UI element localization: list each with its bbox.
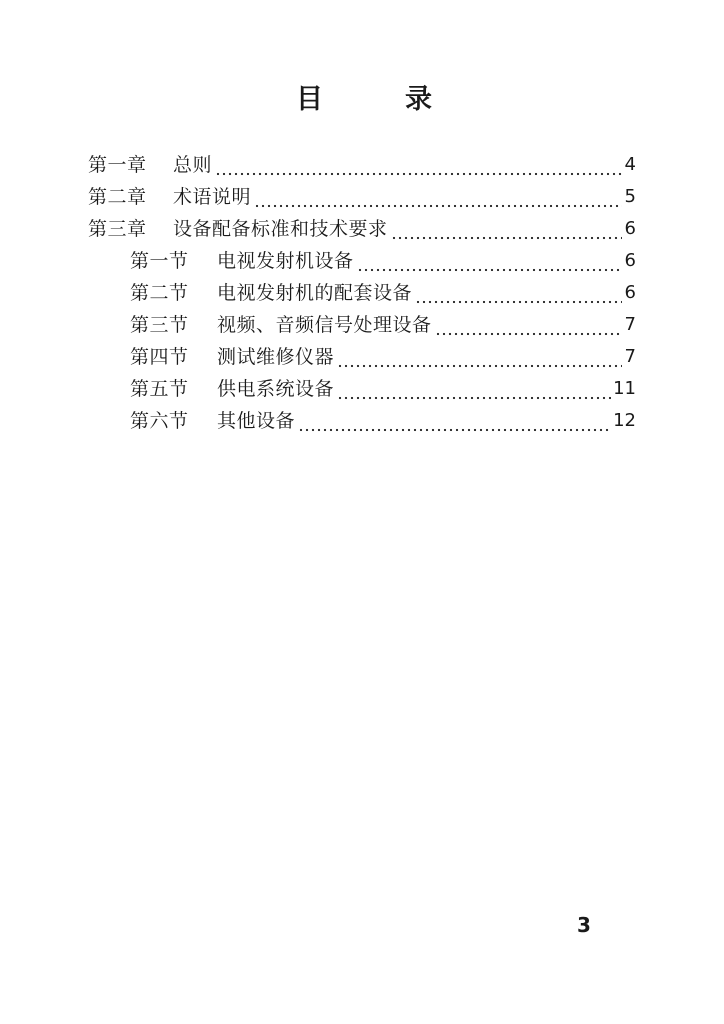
toc-entry-title: 电视发射机的配套设备: [217, 282, 413, 304]
toc-entry-label: 第六节: [130, 410, 189, 432]
toc-entry-title: 术语说明: [173, 186, 252, 208]
toc-entry-page: 6: [624, 218, 636, 239]
toc-entry-title: 设备配备标准和技术要求: [173, 218, 388, 240]
toc-entry-title: 测试维修仪器: [217, 346, 335, 368]
toc-entry-section-2[interactable]: [130, 278, 636, 308]
toc-entry-chapter-2[interactable]: [88, 182, 636, 212]
toc-dot-leader: [298, 406, 611, 436]
toc-entry-label: 第二节: [130, 282, 189, 304]
toc-entry-label: 第二章: [88, 186, 147, 208]
toc-entry-page: 12: [613, 410, 636, 431]
toc-entry-page: 5: [624, 186, 636, 207]
toc-dot-leader: [435, 310, 622, 340]
toc-dot-leader: [254, 182, 622, 212]
toc-entry-label: 第三节: [130, 314, 189, 336]
toc-entry-section-4[interactable]: [130, 342, 636, 372]
page-title: [0, 82, 724, 122]
toc-entry-page: 6: [624, 250, 636, 271]
toc-entry-title: 供电系统设备: [217, 378, 335, 400]
toc-dot-leader: [415, 278, 622, 308]
toc-entry-title: 视频、音频信号处理设备: [217, 314, 432, 336]
toc-entry-page: 7: [624, 314, 636, 335]
toc-entry-page: 7: [624, 346, 636, 367]
toc-entry-page: 11: [613, 378, 636, 399]
toc-entry-label: 第一章: [88, 154, 147, 176]
toc-entry-page: 6: [624, 282, 636, 303]
page-title-char-1: 目: [296, 84, 323, 115]
page-number: 3: [577, 913, 591, 937]
toc-entry-chapter-1[interactable]: [88, 150, 636, 180]
toc-entry-section-5[interactable]: [130, 374, 636, 404]
toc-entry-section-1[interactable]: [130, 246, 636, 276]
toc-entry-chapter-3[interactable]: [88, 214, 636, 244]
toc-entry-section-3[interactable]: [130, 310, 636, 340]
toc-entry-title: 电视发射机设备: [217, 250, 354, 272]
toc-dot-leader: [337, 342, 622, 372]
toc-dot-leader: [391, 214, 622, 244]
toc-entry-label: 第四节: [130, 346, 189, 368]
toc-entry-page: 4: [624, 154, 636, 175]
toc-entry-label: 第三章: [88, 218, 147, 240]
toc-dot-leader: [357, 246, 622, 276]
page-title-char-2: 录: [405, 84, 432, 115]
toc-entry-label: 第一节: [130, 250, 189, 272]
toc-dot-leader: [337, 374, 611, 404]
toc-entry-section-6[interactable]: [130, 406, 636, 436]
toc-entry-title: 总则: [173, 154, 213, 176]
toc-dot-leader: [215, 150, 622, 180]
toc-entry-title: 其他设备: [217, 410, 296, 432]
toc-entry-label: 第五节: [130, 378, 189, 400]
